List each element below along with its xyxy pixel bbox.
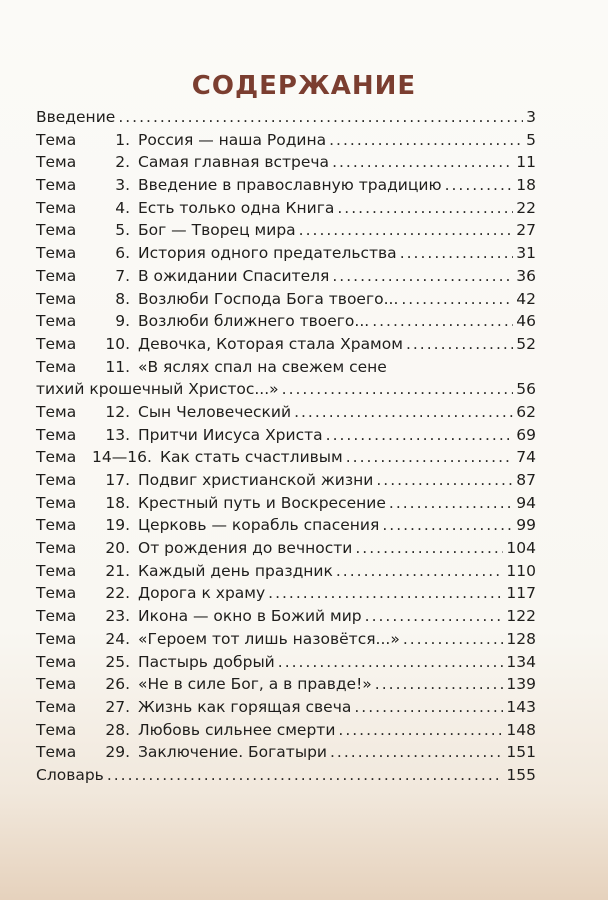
toc-entry-title: Пастырь добрый [138,652,275,671]
toc-dot-leader [294,401,513,424]
toc-entry-title: Подвиг христианской жизни [138,471,374,489]
toc-entry-page: 36 [516,266,536,285]
toc-dot-leader [336,560,504,583]
toc-entry-number: 12. [105,402,130,421]
toc-entry-number: 29. [105,743,130,762]
toc-entry-title: Каждый день праздник [138,561,333,580]
toc-entry-title: Жизнь как горящая свеча [138,697,352,716]
toc-entry-label: Тема [36,153,77,172]
toc-entry-label: Тема [36,516,77,535]
toc-entry-label: Тема [36,629,77,648]
toc-entry-page: 94 [516,493,536,512]
toc-entry-label: Тема [36,448,77,467]
toc-dot-leader [338,719,503,742]
toc-entry [36,651,536,674]
toc-entry-number: 27. [105,697,130,716]
toc-dot-leader [354,696,503,719]
toc-entry-title: «Не в силе Бог, а в правде!» [138,675,372,694]
toc-entry [36,446,536,469]
toc-dot-leader [375,673,504,696]
toc-entry-number: 4. [115,198,130,217]
toc-entry-page: 46 [516,312,536,331]
toc-entry-number: 10. [105,334,130,353]
toc-entry [36,605,536,628]
toc-entry-title: Есть только одна Книга [138,198,335,217]
toc-entry-number: 3. [115,176,130,195]
toc-entry [36,696,536,719]
toc-dot-leader [330,741,503,764]
toc-entry-page: 11 [516,153,536,172]
toc-entry-title: Как стать счастливым [160,448,343,467]
toc-entry-title: «Героем тот лишь назовётся...» [138,629,400,648]
toc-dot-leader [332,151,513,174]
toc-entry [36,288,536,311]
toc-entry-number: 2. [115,153,130,172]
toc-dot-leader [389,492,513,515]
toc-entry-number: 14—16. [92,448,152,467]
toc-entry [36,741,536,764]
toc-entry [36,151,536,174]
toc-entry-number: 9. [115,312,130,331]
toc-entry-label: Тема [36,198,77,217]
table-of-contents [36,106,536,787]
toc-entry-title: В ожидании Спасителя [138,266,330,285]
toc-entry-page: 42 [516,289,536,308]
toc-entry-title: История одного предательства [138,244,397,263]
toc-dot-leader [376,469,513,492]
toc-entry-title: Самая главная встреча [138,153,330,172]
toc-dot-leader [268,582,503,605]
toc-entry-page: 143 [506,697,536,716]
toc-dot-leader [382,514,513,537]
toc-entry-title: Дорога к храму [138,584,266,603]
page-title: СОДЕРЖАНИЕ [191,71,417,102]
toc-dot-leader [107,764,504,787]
toc-entry-title: «В яслях спал на свежем сене [138,357,387,376]
toc-entry-title: Возлюби ближнего твоего... [138,312,370,331]
toc-entry-number: 8. [115,289,130,308]
toc-entry-page: 18 [516,176,536,195]
toc-entry-title: Церковь — корабль спасения [138,516,380,535]
toc-entry-label: Тема [36,561,77,580]
toc-dot-leader [365,605,504,628]
toc-dot-leader [355,537,503,560]
toc-entry-page: 87 [516,471,536,489]
toc-dot-leader [445,174,514,197]
toc-entry-number: 7. [115,266,130,285]
toc-entry [36,560,536,583]
toc-entry-label: Тема [36,493,77,512]
toc-entry-number: 20. [105,539,130,558]
toc-entry-label: Тема [36,402,77,421]
toc-dot-leader [406,333,513,356]
toc-entry-number: 28. [105,720,130,739]
toc-entry-label: Тема [36,539,77,558]
toc-entry [36,469,536,492]
toc-entry-number: 21. [105,561,130,580]
toc-entry-number: 1. [115,130,130,149]
toc-entry-label: Тема [36,176,77,195]
toc-entry-label: Тема [36,357,77,376]
toc-entry-title: Россия — наша Родина [138,130,327,149]
toc-entry [36,514,536,537]
toc-entry-title: Бог — Творец мира [138,221,296,240]
toc-entry-page: 122 [506,607,536,626]
toc-entry-number: 25. [105,652,130,671]
toc-entry-label: Тема [36,266,77,285]
toc-entry [36,197,536,220]
toc-entry-label: Тема [36,312,77,331]
toc-entry-page: 117 [506,584,536,603]
toc-entry-page: 52 [516,334,536,353]
toc-entry-label: Тема [36,289,77,308]
toc-entry-page: 5 [526,130,536,149]
toc-entry-title: Любовь сильнее смерти [138,720,336,739]
toc-entry-page: 139 [506,675,536,694]
toc-entry-page: 134 [506,652,536,671]
toc-entry [36,129,536,152]
toc-entry-number: 18. [105,493,130,512]
toc-entry-label: Тема [36,130,77,149]
toc-entry-label: Тема [36,743,77,762]
toc-entry-label: Тема [36,471,77,489]
toc-entry-number: 5. [115,221,130,240]
toc-dot-leader [329,129,523,152]
toc-entry [36,310,536,333]
toc-entry-title: Возлюби Господа Бога твоего... [138,289,399,308]
toc-entry-title: Девочка, Которая стала Храмом [138,334,403,353]
toc-entry [36,628,536,651]
toc-entry-page: 56 [516,380,536,399]
toc-entry-title: Сын Человеческий [138,402,292,421]
toc-entry-number: 6. [115,244,130,263]
toc-entry [36,378,536,401]
toc-entry-page: 69 [516,425,536,444]
toc-dot-leader [401,288,513,311]
toc-dot-leader [282,378,514,401]
toc-entry-number: 23. [105,607,130,626]
toc-entry-label: Тема [36,221,77,240]
toc-entry-label: Словарь [36,765,104,784]
toc-entry-title: От рождения до вечности [138,539,353,558]
toc-entry [36,265,536,288]
toc-entry-title: тихий крошечный Христос...» [36,380,279,399]
toc-entry [36,764,536,787]
toc-entry-number: 17. [105,471,130,489]
toc-entry-number: 22. [105,584,130,603]
toc-entry-label: Тема [36,244,77,263]
toc-entry-label: Введение [36,108,116,126]
toc-entry-label: Тема [36,675,77,694]
toc-entry-label: Тема [36,607,77,626]
toc-entry-label: Тема [36,652,77,671]
toc-entry-title: Введение в православную традицию [138,176,442,195]
toc-entry-page: 22 [516,198,536,217]
toc-entry-label: Тема [36,584,77,603]
toc-entry-page: 74 [516,448,536,467]
toc-entry [36,106,536,129]
toc-entry-page: 148 [506,720,536,739]
toc-entry [36,242,536,265]
toc-entry-page: 104 [506,539,536,558]
toc-entry-number: 13. [105,425,130,444]
toc-entry [36,333,536,356]
toc-entry-page: 151 [506,743,536,762]
toc-dot-leader [400,242,514,265]
toc-dot-leader [332,265,513,288]
toc-entry [36,401,536,424]
toc-entry [36,582,536,605]
toc-entry-page: 27 [516,221,536,240]
toc-entry-label: Тема [36,425,77,444]
toc-entry-label: Тема [36,697,77,716]
toc-dot-leader [118,106,523,129]
toc-entry-page: 110 [506,561,536,580]
toc-entry [36,719,536,742]
toc-entry [36,174,536,197]
toc-entry-number: 19. [105,516,130,535]
toc-dot-leader [337,197,513,220]
toc-entry-label: Тема [36,334,77,353]
toc-entry [36,537,536,560]
toc-entry-page: 31 [516,244,536,263]
toc-entry-page: 62 [516,402,536,421]
toc-entry-page: 99 [516,516,536,535]
toc-dot-leader [326,424,514,447]
toc-entry [36,356,536,379]
toc-entry-page: 128 [506,629,536,648]
toc-entry [36,492,536,515]
toc-entry-page: 155 [506,765,536,784]
toc-entry-label: Тема [36,720,77,739]
toc-dot-leader [372,310,513,333]
toc-dot-leader [403,628,504,651]
toc-dot-leader [346,446,514,469]
toc-entry-number: 24. [105,629,130,648]
toc-entry-title: Притчи Иисуса Христа [138,425,323,444]
toc-dot-leader [278,651,504,674]
toc-entry [36,673,536,696]
toc-entry [36,424,536,447]
toc-entry-number: 11. [105,357,130,376]
toc-entry-title: Заключение. Богатыри [138,743,327,762]
toc-dot-leader [299,219,514,242]
toc-entry-page: 3 [526,108,536,126]
toc-entry [36,219,536,242]
toc-entry-number: 26. [105,675,130,694]
toc-entry-title: Икона — окно в Божий мир [138,607,362,626]
toc-entry-title: Крестный путь и Воскресение [138,493,386,512]
